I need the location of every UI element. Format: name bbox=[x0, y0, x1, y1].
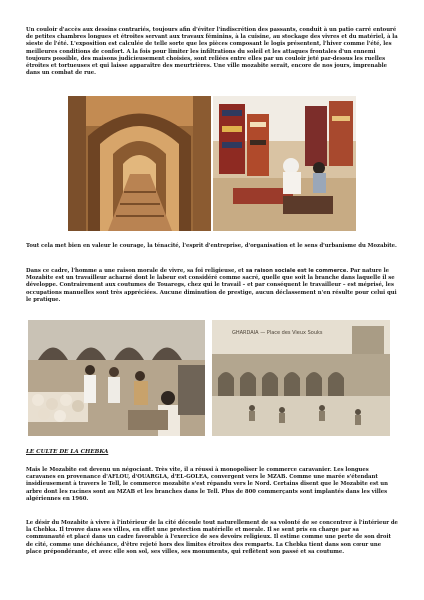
photo-arched-alley bbox=[68, 96, 211, 231]
postcard-caption: GHARDAIA — Place des Vieux Souks bbox=[232, 330, 323, 336]
paragraph-chebka: Le désir du Mozabite à vivre à l'intérieur de la cité découle tout naturellement de sa volonté de se concentrer à l'intérieur de la Chebka. Il trouve dans ses villes, en effet une protection matérielle et morale. Il se sent pris en charge par sa communauté et placé dans un cadre favorable à l'exercice de ses devoirs religieux. Il estime comme une perte de son droit de cité, comme une déchéance, d'être rejeté hors des limites étroites des remparts. La Chebka tient dans son cœur une place prépondérante, et avec elle son sol, ses villes, ses monuments, qui reflètent son passé et sa coutume. bbox=[26, 520, 398, 555]
emphasis-commerce: sa raison sociale est le commerce bbox=[245, 268, 347, 274]
paragraph-commerce-start: Dans ce cadre, l'homme a une raison morale de vivre, sa foi religieuse, et bbox=[26, 268, 246, 274]
paragraph-negociant: Mais le Mozabite est devenu un négociant. Très vite, il a réussi à monopoliser le commerce caravanier. Les longues caravanes en provenance d'AFLOU, d'OUARGLA, d'EL-GOLEA, convergent vers le MZAB. Comme une marée s'étendant insidieusement à travers le Tell, le commerce mozabite s'est répandu vers le Nord. Certains disent que le Mozabite est un arbre dont les racines sont au MZAB et les branches dans le Tell. Plus de 800 commerçants sont implantés dans les villes algériennes en 1960. bbox=[26, 467, 389, 502]
photo-market-crowd bbox=[28, 320, 205, 436]
paragraph-patio: Un couloir d'accès aux dessins contrariés, toujours afin d'éviter l'indiscrétion des passants, conduit à un patio carré entouré de petites chambres longues et étroites servant aux travaux féminins, à la cuisine, au stockage des vivres et du matériel, à la sieste de l'été. L'exposition est calculée de telle sorte que les pièces composant le logis présentent, l'hiver comme l'été, les meilleures conditions de confort. A la fois pour limiter les infiltrations du soleil et les attaques frontales d'un ennemi toujours possible, des maisons judicieusement choisies, sont reliées entre elles par un couloir jeté par-dessus les ruelles étroites et tortueuses et qui laisse apparaître des meurtrières. Une ville mozabite serait, encore de nos jours, imprenable dans un combat de rue. bbox=[26, 27, 398, 77]
photo-carpet-market bbox=[213, 96, 356, 231]
paragraph-commerce-end: . Par nature le Mozabite est un travailleur acharné dont le labeur est considéré comme sacré, quelle que soit la branche dans laquelle il se développe. Contrairement aux coutumes de Touaregs, chez qui le travail – et par conséquent le travailleur – est méprisé, les occupations manuelles sont très appréciées. Aucune diminution de prestige, aucun déclassement n'en résulte pour celui qui le pratique. bbox=[26, 268, 397, 303]
paragraph-courage: Tout cela met bien en valeur le courage, la ténacité, l'esprit d'entreprise, d'organisation et le sens d'urbanisme du Mozabite. bbox=[26, 243, 397, 249]
photo-postcard-ghardaia bbox=[212, 320, 390, 436]
paragraph-commerce bbox=[26, 268, 398, 304]
section-heading: LE CULTE DE LA CHEBKA bbox=[26, 449, 109, 455]
